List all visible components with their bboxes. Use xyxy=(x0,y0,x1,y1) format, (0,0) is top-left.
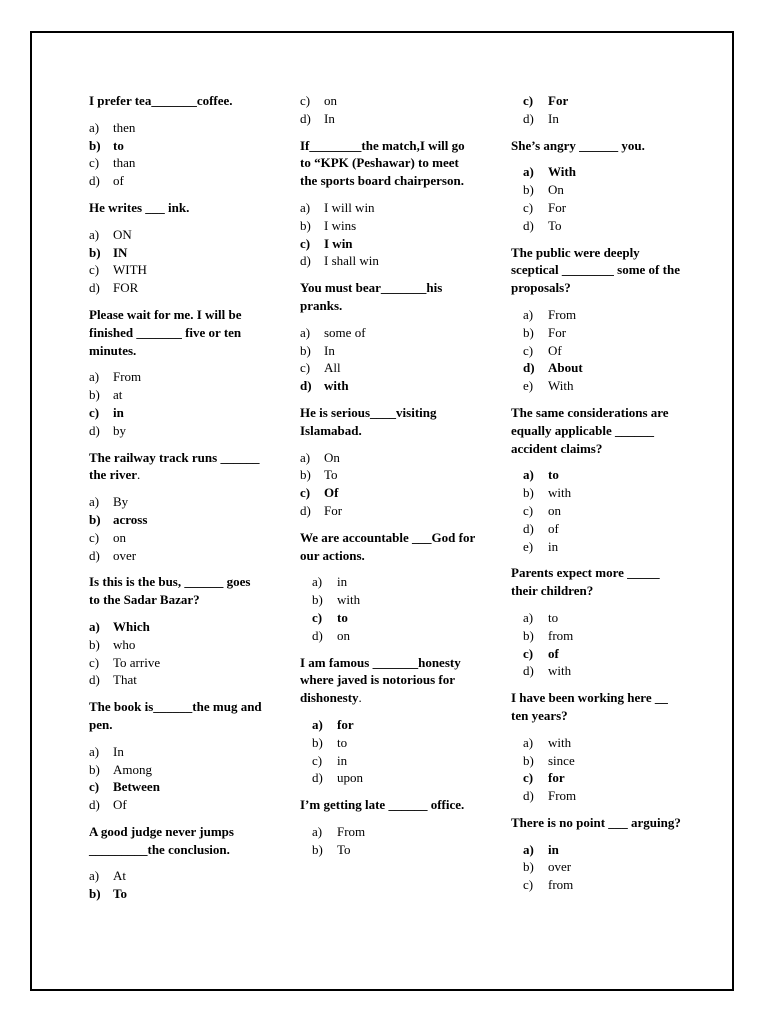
option-text: in xyxy=(113,404,124,420)
option-item xyxy=(300,199,475,217)
option-item xyxy=(89,547,264,565)
question-stem: If________the match,I will go to “KPK (Peshawar) to meet the sports board chairperson. xyxy=(300,137,465,189)
option-letter: d) xyxy=(300,502,311,518)
question-stem: I prefer tea_______coffee. xyxy=(89,93,233,108)
option-item xyxy=(511,858,686,876)
option-item xyxy=(511,520,686,538)
option-letter: a) xyxy=(89,119,100,135)
option-letter: c) xyxy=(523,502,534,518)
option-letter: a) xyxy=(523,306,534,322)
option-item xyxy=(89,636,264,654)
option-text: Of xyxy=(113,797,127,813)
question-text xyxy=(300,404,475,440)
option-text: For xyxy=(548,93,569,108)
option-letter: c) xyxy=(300,485,311,501)
option-item xyxy=(300,324,475,342)
option-list xyxy=(511,609,686,680)
option-letter: d) xyxy=(523,788,534,804)
option-item xyxy=(511,662,686,680)
question-text xyxy=(89,573,264,609)
question-text xyxy=(89,698,264,734)
option-item xyxy=(511,787,686,805)
question-text xyxy=(300,529,475,565)
option-letter: a) xyxy=(89,494,100,510)
option-text: with xyxy=(337,592,361,608)
option-item xyxy=(89,493,264,511)
option-letter: c) xyxy=(300,235,311,251)
option-letter: d) xyxy=(300,378,312,394)
option-text: Between xyxy=(113,779,160,795)
question-tail: . xyxy=(137,467,141,483)
option-item-answer xyxy=(511,769,686,787)
option-item xyxy=(89,226,264,244)
option-text: From xyxy=(113,369,142,385)
question-stem: Parents expect more _____ their children? xyxy=(511,565,660,599)
option-text: In xyxy=(113,743,124,759)
option-text: on xyxy=(324,93,337,108)
question-text xyxy=(89,199,264,217)
option-item xyxy=(511,752,686,770)
option-item xyxy=(89,671,264,689)
option-list xyxy=(89,493,264,564)
option-letter: a) xyxy=(523,734,534,750)
question-stem: He writes ___ ink. xyxy=(89,199,190,215)
option-item xyxy=(511,110,686,128)
option-letter: d) xyxy=(312,770,323,786)
option-item xyxy=(89,386,264,404)
question-text xyxy=(511,404,686,457)
option-letter: c) xyxy=(523,645,534,661)
option-letter: a) xyxy=(523,164,534,180)
question-text xyxy=(511,564,686,600)
option-letter: b) xyxy=(89,636,100,652)
option-text: some of xyxy=(324,324,366,340)
option-text: For xyxy=(324,502,343,518)
option-text: To xyxy=(337,841,351,857)
question-stem: You must bear_______his pranks. xyxy=(300,280,443,313)
option-item-answer xyxy=(511,163,686,181)
question-stem: The same considerations are equally applicable ______ accident claims? xyxy=(511,404,669,456)
question-stem: Is this is the bus, ______ goes to the Sadar Bazar? xyxy=(89,574,251,608)
option-letter: c) xyxy=(89,155,100,171)
option-text: From xyxy=(548,306,577,322)
option-item xyxy=(89,796,264,814)
option-text: To xyxy=(113,886,127,902)
option-letter: a) xyxy=(89,226,100,242)
question-stem: The public were deeply sceptical ________ some of the proposals? xyxy=(511,244,680,296)
question-text xyxy=(511,137,686,155)
option-text: In xyxy=(548,110,559,126)
option-text: from xyxy=(548,877,574,893)
option-text: IN xyxy=(113,244,128,260)
option-item-answer xyxy=(300,484,475,502)
option-text: FOR xyxy=(113,280,139,296)
option-item xyxy=(300,252,475,270)
option-text: with xyxy=(548,734,572,750)
option-letter: a) xyxy=(523,609,534,625)
option-text: About xyxy=(548,360,583,376)
option-text: to xyxy=(337,734,348,750)
option-list xyxy=(511,306,686,395)
option-text: across xyxy=(113,511,148,527)
option-letter: d) xyxy=(89,280,100,296)
option-letter: c) xyxy=(523,877,534,893)
option-list xyxy=(89,618,264,689)
option-letter: d) xyxy=(523,360,535,376)
option-item xyxy=(511,306,686,324)
option-item xyxy=(89,761,264,779)
option-item-answer xyxy=(89,511,264,529)
option-item-answer xyxy=(89,778,264,796)
option-text: of xyxy=(548,520,559,536)
option-text: since xyxy=(548,752,575,768)
option-item xyxy=(300,342,475,360)
option-letter: b) xyxy=(523,485,534,501)
question-text xyxy=(300,137,475,190)
option-item xyxy=(89,119,264,137)
option-list xyxy=(300,823,475,859)
option-text: On xyxy=(324,449,340,465)
option-text: In xyxy=(324,110,335,126)
option-letter: a) xyxy=(523,841,534,857)
option-text: on xyxy=(337,627,350,643)
option-letter: d) xyxy=(523,520,534,536)
option-text: to xyxy=(548,609,559,625)
option-letter: a) xyxy=(312,823,323,839)
option-text: At xyxy=(113,868,126,884)
question-stem: The railway track runs ______ the river xyxy=(89,449,260,483)
question-stem: A good judge never jumps _________the conclusion. xyxy=(89,823,234,857)
option-item-answer xyxy=(300,609,475,627)
option-text: I will win xyxy=(324,199,375,215)
option-letter: a) xyxy=(312,574,323,590)
option-list xyxy=(511,466,686,555)
option-item xyxy=(511,627,686,645)
question-text xyxy=(300,796,475,814)
option-list xyxy=(300,324,475,395)
option-letter: b) xyxy=(523,627,534,643)
option-letter: a) xyxy=(89,868,100,884)
option-letter: c) xyxy=(89,529,100,545)
option-item-answer xyxy=(89,885,264,903)
option-list xyxy=(300,199,475,270)
question-stem: He is serious____visiting Islamabad. xyxy=(300,404,437,438)
option-text: then xyxy=(113,119,136,135)
option-item-answer xyxy=(89,404,264,422)
option-letter: d) xyxy=(312,627,323,643)
option-text: By xyxy=(113,494,129,510)
option-text: to xyxy=(548,467,559,483)
option-letter: b) xyxy=(523,752,534,768)
option-letter: d) xyxy=(89,422,100,438)
option-item xyxy=(511,502,686,520)
option-letter: b) xyxy=(300,467,311,483)
option-list xyxy=(300,573,475,644)
option-text: Of xyxy=(324,485,339,501)
option-text: than xyxy=(113,155,136,171)
option-text: in xyxy=(548,538,559,554)
option-letter: a) xyxy=(89,743,100,759)
option-letter: d) xyxy=(523,110,534,126)
option-letter: d) xyxy=(523,217,534,233)
option-item xyxy=(89,368,264,386)
option-list xyxy=(300,449,475,520)
option-letter: d) xyxy=(89,547,100,563)
question-text xyxy=(511,814,686,832)
option-letter: b) xyxy=(523,324,534,340)
option-text: All xyxy=(324,360,341,376)
option-letter: b) xyxy=(89,387,100,403)
option-list xyxy=(511,841,686,894)
option-letter: c) xyxy=(89,404,100,420)
option-item-answer xyxy=(89,137,264,155)
option-letter: a) xyxy=(89,369,100,385)
option-item xyxy=(300,217,475,235)
option-text: over xyxy=(548,859,572,875)
option-text: in xyxy=(337,574,348,590)
option-text: On xyxy=(548,182,564,198)
option-text: Of xyxy=(548,342,562,358)
option-text: with xyxy=(548,485,572,501)
option-list xyxy=(89,743,264,814)
option-list xyxy=(300,92,475,128)
option-letter: b) xyxy=(89,886,101,902)
option-item xyxy=(300,449,475,467)
question-stem: I have been working here __ ten years? xyxy=(511,690,668,723)
option-item xyxy=(511,217,686,235)
option-letter: c) xyxy=(312,752,323,768)
option-item xyxy=(511,609,686,627)
option-letter: d) xyxy=(89,672,100,688)
option-text: with xyxy=(548,663,572,679)
option-item xyxy=(300,359,475,377)
option-letter: c) xyxy=(300,360,311,376)
option-letter: b) xyxy=(312,592,323,608)
option-item-answer xyxy=(511,645,686,663)
option-letter: b) xyxy=(300,217,311,233)
question-text xyxy=(511,689,686,725)
option-text: to xyxy=(337,609,348,625)
option-letter: d) xyxy=(300,253,311,269)
question-stem: We are accountable ___God for our actions. xyxy=(300,529,476,563)
option-text: at xyxy=(113,387,123,403)
option-letter: d) xyxy=(523,663,534,679)
option-letter: a) xyxy=(300,324,311,340)
option-text: In xyxy=(324,342,335,358)
option-item-answer xyxy=(511,359,686,377)
option-item xyxy=(511,377,686,395)
option-letter: e) xyxy=(523,378,534,394)
question-tail: . xyxy=(358,690,362,706)
option-text: With xyxy=(548,378,574,394)
option-text: over xyxy=(113,547,137,563)
option-item xyxy=(511,484,686,502)
question-stem: I am famous _______honesty where javed is notorious for dishonesty xyxy=(300,654,461,706)
question-stem: I’m getting late ______ office. xyxy=(300,797,465,813)
option-text: For xyxy=(548,324,567,340)
option-text: on xyxy=(113,529,126,545)
question-text xyxy=(300,654,475,707)
option-item xyxy=(511,734,686,752)
option-item xyxy=(89,654,264,672)
option-item xyxy=(511,181,686,199)
option-text: To xyxy=(548,217,562,233)
option-list xyxy=(511,92,686,128)
question-stem: Please wait for me. I will be finished _______ five or ten minutes. xyxy=(89,306,242,358)
option-text: on xyxy=(548,502,561,518)
option-letter: c) xyxy=(523,342,534,358)
option-item xyxy=(300,466,475,484)
column-1 xyxy=(89,92,264,912)
option-item-answer xyxy=(300,716,475,734)
option-letter: b) xyxy=(89,761,100,777)
option-letter: b) xyxy=(89,137,101,153)
option-letter: b) xyxy=(523,859,534,875)
option-letter: b) xyxy=(89,511,101,527)
question-text xyxy=(89,306,264,359)
option-item xyxy=(89,867,264,885)
option-letter: c) xyxy=(89,262,100,278)
option-item xyxy=(89,529,264,547)
option-item xyxy=(300,627,475,645)
option-text: That xyxy=(113,672,137,688)
option-text: WITH xyxy=(113,262,147,278)
option-text: for xyxy=(337,716,354,732)
option-text: I wins xyxy=(324,217,357,233)
option-text: To arrive xyxy=(113,654,161,670)
option-list xyxy=(89,226,264,297)
option-letter: d) xyxy=(89,173,100,189)
column-3 xyxy=(511,92,686,903)
option-text: From xyxy=(337,823,366,839)
option-letter: c) xyxy=(312,609,323,625)
option-item xyxy=(300,752,475,770)
option-letter: b) xyxy=(312,734,323,750)
option-text: For xyxy=(548,199,567,215)
option-letter: c) xyxy=(523,770,534,786)
option-list xyxy=(89,119,264,190)
option-text: with xyxy=(324,378,349,394)
option-item xyxy=(511,538,686,556)
option-letter: c) xyxy=(523,199,534,215)
option-list xyxy=(511,734,686,805)
option-item xyxy=(300,110,475,128)
question-text xyxy=(89,823,264,859)
option-text: With xyxy=(548,164,576,180)
option-letter: a) xyxy=(89,618,100,634)
option-letter: c) xyxy=(89,779,100,795)
question-stem: She’s angry ______ you. xyxy=(511,137,645,153)
option-item-answer xyxy=(300,235,475,253)
option-item xyxy=(300,734,475,752)
option-item xyxy=(511,324,686,342)
option-text: From xyxy=(548,788,577,804)
option-text: I shall win xyxy=(324,253,379,269)
option-item xyxy=(300,841,475,859)
option-letter: a) xyxy=(300,199,311,215)
question-stem: There is no point ___ arguing? xyxy=(511,814,681,830)
option-text: To xyxy=(324,467,338,483)
option-text: to xyxy=(113,137,124,153)
option-text: upon xyxy=(337,770,363,786)
option-item xyxy=(300,591,475,609)
option-item-answer xyxy=(300,377,475,395)
option-text: I win xyxy=(324,235,353,251)
option-list xyxy=(89,368,264,439)
option-item xyxy=(300,769,475,787)
option-text: in xyxy=(337,752,348,768)
option-text: Among xyxy=(113,761,152,777)
option-list xyxy=(511,163,686,234)
question-text xyxy=(89,449,264,485)
question-stem: The book is______the mug and pen. xyxy=(89,699,262,732)
option-letter: b) xyxy=(523,182,534,198)
option-item xyxy=(89,422,264,440)
option-letter: b) xyxy=(89,244,101,260)
option-text: Which xyxy=(113,618,150,634)
option-item xyxy=(300,573,475,591)
option-letter: e) xyxy=(523,538,534,554)
option-text: from xyxy=(548,627,574,643)
question-text xyxy=(511,244,686,297)
option-item xyxy=(300,92,475,110)
option-letter: c) xyxy=(300,93,311,108)
option-item xyxy=(89,154,264,172)
option-text: of xyxy=(548,645,559,661)
option-list xyxy=(89,867,264,903)
option-letter: b) xyxy=(312,841,323,857)
option-item xyxy=(89,743,264,761)
option-text: by xyxy=(113,422,126,438)
question-text xyxy=(89,92,264,110)
option-item xyxy=(89,279,264,297)
question-text xyxy=(300,279,475,315)
option-text: for xyxy=(548,770,565,786)
option-item xyxy=(511,342,686,360)
option-item-answer xyxy=(89,618,264,636)
option-item xyxy=(300,502,475,520)
option-item xyxy=(89,172,264,190)
option-list xyxy=(300,716,475,787)
option-letter: a) xyxy=(300,449,311,465)
option-item-answer xyxy=(511,841,686,859)
option-letter: c) xyxy=(89,654,100,670)
option-letter: c) xyxy=(523,93,534,108)
option-item xyxy=(511,199,686,217)
option-text: of xyxy=(113,173,124,189)
option-letter: d) xyxy=(89,797,100,813)
column-2 xyxy=(300,92,475,867)
option-item-answer xyxy=(89,244,264,262)
option-item xyxy=(300,823,475,841)
option-letter: a) xyxy=(312,716,323,732)
option-item-answer xyxy=(511,92,686,110)
option-letter: b) xyxy=(300,342,311,358)
option-item-answer xyxy=(511,466,686,484)
option-letter: a) xyxy=(523,467,534,483)
option-item xyxy=(89,261,264,279)
option-item xyxy=(511,876,686,894)
option-text: in xyxy=(548,841,559,857)
option-text: ON xyxy=(113,226,132,242)
option-text: who xyxy=(113,636,136,652)
option-letter: d) xyxy=(300,110,311,126)
